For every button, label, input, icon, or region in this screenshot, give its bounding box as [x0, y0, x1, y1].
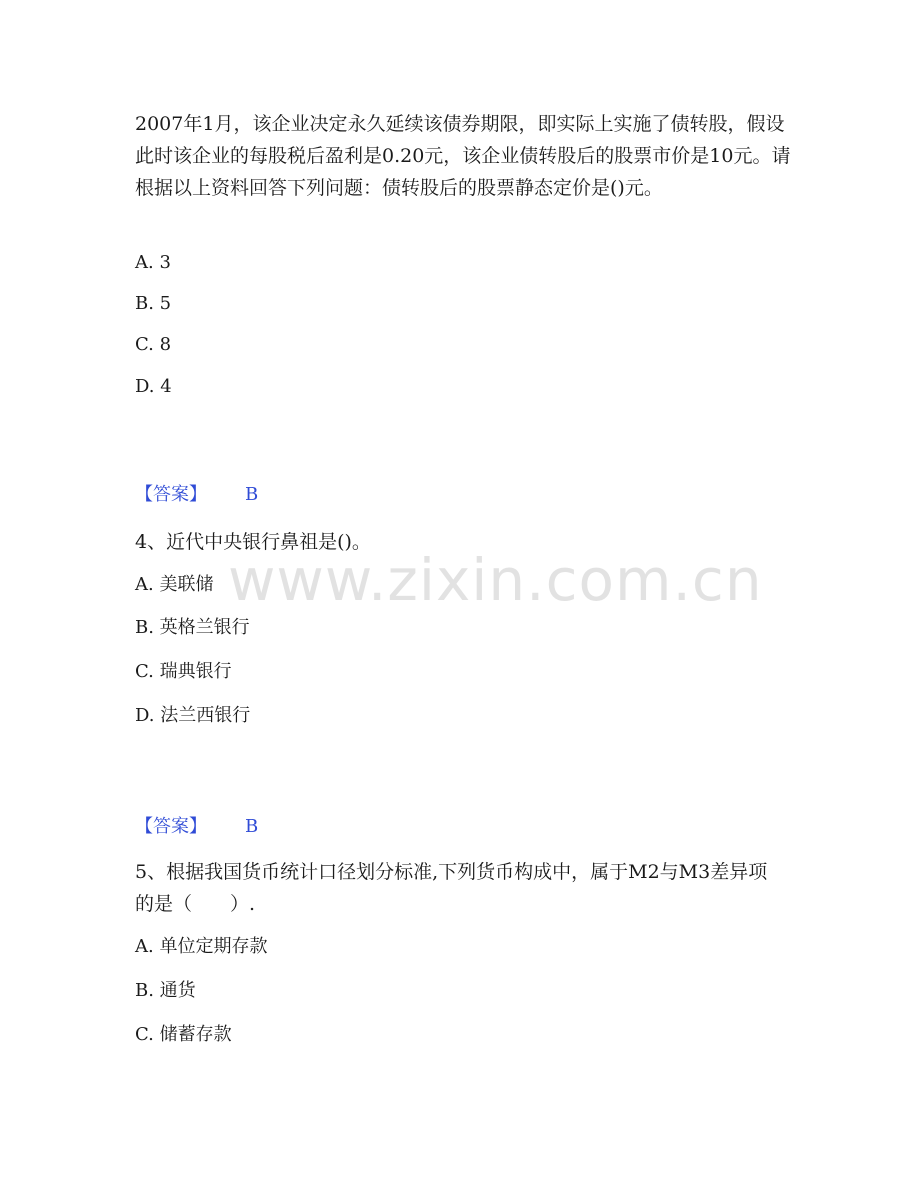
question-4-option-c: C. 瑞典银行: [135, 661, 232, 682]
question-3-option-b: B. 5: [135, 293, 172, 314]
question-4-option-b: B. 英格兰银行: [135, 617, 250, 638]
answer-value: B: [245, 816, 259, 837]
answer-value: B: [245, 484, 259, 505]
question-3-option-a: A. 3: [135, 252, 171, 273]
watermark: www.zixin.com.cn: [228, 546, 763, 614]
question-3-answer: [135, 483, 258, 507]
question-4-option-d: D. 法兰西银行: [135, 705, 251, 726]
answer-label: 【答案】: [135, 484, 207, 505]
question-4-option-a: A. 美联储: [135, 574, 214, 595]
question-5-option-a: A. 单位定期存款: [135, 936, 268, 957]
question-3-option-d: D. 4: [135, 376, 172, 397]
question-5-option-b: B. 通货: [135, 980, 196, 1001]
question-3-option-c: C. 8: [135, 334, 172, 355]
question-5-stem: 5、根据我国货币统计口径划分标准,下列货币构成中，属于M2与M3差异项的是（ ）.: [135, 861, 768, 915]
question-4-answer: [135, 815, 258, 839]
question-3-stem: 2007年1月，该企业决定永久延续该债券期限，即实际上实施了债转股，假设此时该企业的每股税后盈利是0.20元，该企业债转股后的股票市价是10元。请根据以上资料回答下列问题：债转股后的股票静态定价是()元。: [135, 113, 791, 199]
question-5-option-c: C. 储蓄存款: [135, 1024, 232, 1045]
answer-label: 【答案】: [135, 816, 207, 837]
question-4-stem: 4、近代中央银行鼻祖是()。: [135, 531, 371, 553]
